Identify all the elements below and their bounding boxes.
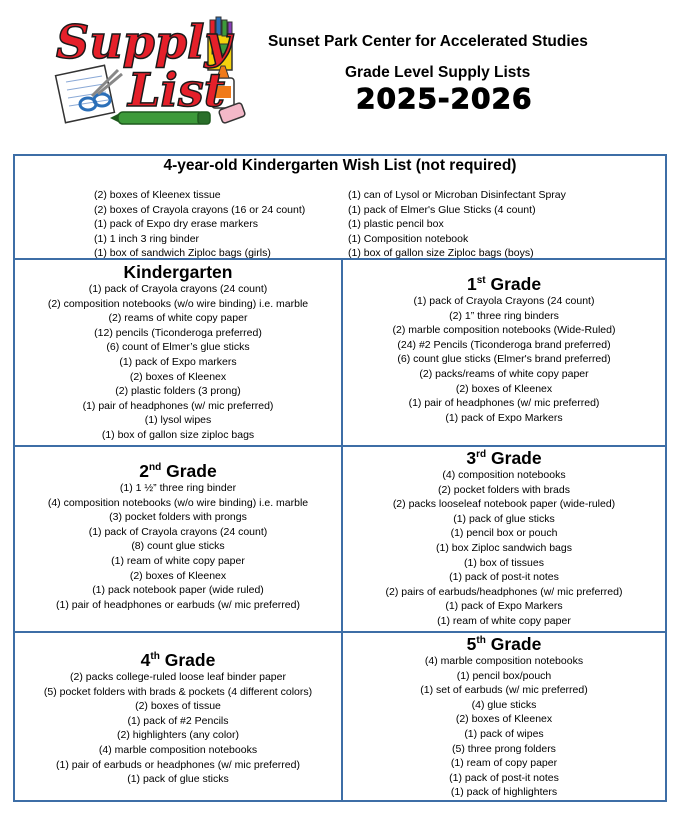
grade2-section <box>15 461 341 631</box>
list-item: (1) 1 ½” three ring binder <box>119 482 237 494</box>
grade3-section <box>343 448 665 631</box>
grade5-section <box>343 634 665 800</box>
list-item: (1) box Ziploc sandwich bags <box>436 541 572 554</box>
list-item: (1) pack of highlighters <box>450 786 558 799</box>
list-item: (1) pack of Expo markers <box>119 355 237 368</box>
list-item: (1) can of Lysol or Microban Disinfectant Spray <box>348 189 566 201</box>
list-item: (1) pack of Crayola crayons (24 count) <box>88 525 268 538</box>
list-item: (1) box of gallon size Ziploc bags (boys) <box>348 247 534 260</box>
list-item: (2) boxes of Kleenex <box>129 569 227 582</box>
list-item: (12) pencils (Ticonderoga preferred) <box>94 326 262 339</box>
list-item: (1) pack of glue sticks <box>453 512 555 525</box>
list-item: (1) ream of white copy paper <box>111 554 245 567</box>
divider <box>15 445 665 447</box>
list-item: (1) pack of Crayola crayons (24 count) <box>88 283 268 295</box>
kindergarten-title: Kindergarten <box>123 262 233 282</box>
school-year: 2025-2026 <box>356 82 533 115</box>
list-item: (2) boxes of Kleenex tissue <box>94 189 221 201</box>
list-item: (2) packs looseleaf notebook paper (wide-ruled) <box>392 498 616 511</box>
list-item: (2) packs/reams of white copy paper <box>419 367 589 380</box>
supply-list-logo <box>52 8 252 128</box>
list-item: (1) Composition notebook <box>348 232 469 245</box>
grade5-title: 5th Grade <box>466 634 542 654</box>
list-item: (1) pencil box/pouch <box>456 669 552 682</box>
list-item: (1) pair of headphones (w/ mic preferred) <box>82 399 274 412</box>
list-item: (1) pair of earbuds or headphones (w/ mic preferred) <box>56 758 300 771</box>
list-item: (1) pencil box or pouch <box>450 527 558 540</box>
list-item: (4) marble composition notebooks <box>424 655 584 667</box>
prek-section <box>15 156 665 258</box>
list-item: (2) boxes of Kleenex <box>129 370 227 383</box>
list-item: (2) boxes of Crayola crayons (16 or 24 count) <box>94 203 306 216</box>
list-item: (4) glue sticks <box>471 698 537 711</box>
list-item: (4) marble composition notebooks <box>98 743 258 756</box>
grade4-section <box>15 650 341 800</box>
list-item: (6) count of Elmer’s glue sticks <box>106 341 250 354</box>
list-item: (1) pack of Expo Markers <box>445 600 563 613</box>
list-item: (1) pack of Elmer's Glue Sticks (4 count) <box>348 203 536 216</box>
prek-right-list <box>348 188 566 261</box>
list-item: (2) composition notebooks (w/o wire binding) i.e. marble <box>47 297 309 310</box>
list-item: (2) boxes of tissue <box>135 700 221 713</box>
list-item: (2) reams of white copy paper <box>108 312 248 325</box>
list-item: (1) pack of glue sticks <box>127 773 229 786</box>
list-item: (1) pair of headphones (w/ mic preferred) <box>408 397 600 410</box>
kindergarten-section <box>15 262 341 445</box>
list-item: (1) pack of #2 Pencils <box>127 714 229 727</box>
list-item: (2) marble composition notebooks (Wide-Ruled) <box>392 324 616 337</box>
list-item: (8) count glue sticks <box>131 540 225 553</box>
list-item: (2) 1” three ring binders <box>449 309 559 322</box>
list-item: (1) box of gallon size ziploc bags <box>101 428 255 441</box>
list-item: (1) pair of headphones or earbuds (w/ mic preferred) <box>56 598 300 611</box>
list-item: (2) boxes of Kleenex <box>455 382 553 395</box>
list-item: (2) highlighters (any color) <box>117 729 239 742</box>
logo-word-supply: Supply <box>56 15 232 69</box>
list-item: (1) pack of wipes <box>464 727 544 740</box>
list-item: (1) pack notebook paper (wide ruled) <box>92 584 264 597</box>
supply-list-grid <box>13 154 667 802</box>
list-item: (1) set of earbuds (w/ mic preferred) <box>420 684 588 697</box>
divider <box>15 631 665 633</box>
list-item: (1) pack of post-it notes <box>449 571 559 584</box>
prek-left-list <box>94 188 305 261</box>
list-item: (1) box of tissues <box>464 556 544 569</box>
list-item: (1) plastic pencil box <box>348 218 444 231</box>
list-item: (5) pocket folders with brads & pockets (4 different colors) <box>43 685 313 698</box>
list-item: (1) ream of copy paper <box>450 757 558 770</box>
list-item: (3) pocket folders with prongs <box>109 511 247 524</box>
grade4-title: 4th Grade <box>140 650 216 670</box>
list-item: (5) three prong folders <box>452 742 556 755</box>
list-item: (6) count glue sticks (Elmer's brand preferred) <box>397 353 611 366</box>
list-item: (1) box of sandwich Ziploc bags (girls) <box>94 247 271 260</box>
list-item: (1) pack of Crayola Crayons (24 count) <box>413 295 595 307</box>
list-item: (24) #2 Pencils (Ticonderoga brand preferred) <box>397 338 611 351</box>
grade3-title: 3rd Grade <box>466 448 542 468</box>
list-item: (1) 1 inch 3 ring binder <box>94 232 200 245</box>
list-item: (4) composition notebooks (w/o wire binding) i.e. marble <box>47 496 309 509</box>
list-item: (1) pack of post-it notes <box>449 771 559 784</box>
list-item: (2) pairs of earbuds/headphones (w/ mic preferred) <box>385 585 623 598</box>
logo-word-list: List <box>128 63 225 117</box>
grade1-title: 1st Grade <box>466 274 542 294</box>
page-subtitle: Grade Level Supply Lists <box>345 64 531 81</box>
list-item: (1) ream of white copy paper <box>437 614 571 627</box>
prek-title: 4-year-old Kindergarten Wish List (not required) <box>163 157 517 174</box>
grade2-title: 2nd Grade <box>139 461 217 481</box>
list-item: (2) packs college-ruled loose leaf binder paper <box>70 671 286 683</box>
list-item: (1) pack of Expo dry erase markers <box>94 218 258 231</box>
list-item: (1) lysol wipes <box>144 414 212 427</box>
grade1-section <box>343 274 665 445</box>
list-item: (2) boxes of Kleenex <box>455 713 553 726</box>
list-item: (2) plastic folders (3 prong) <box>115 385 241 398</box>
school-name: Sunset Park Center for Accelerated Studies <box>268 33 588 50</box>
list-item: (4) composition notebooks <box>442 469 566 481</box>
list-item: (2) pocket folders with brads <box>438 483 570 496</box>
list-item: (1) pack of Expo Markers <box>445 411 563 424</box>
